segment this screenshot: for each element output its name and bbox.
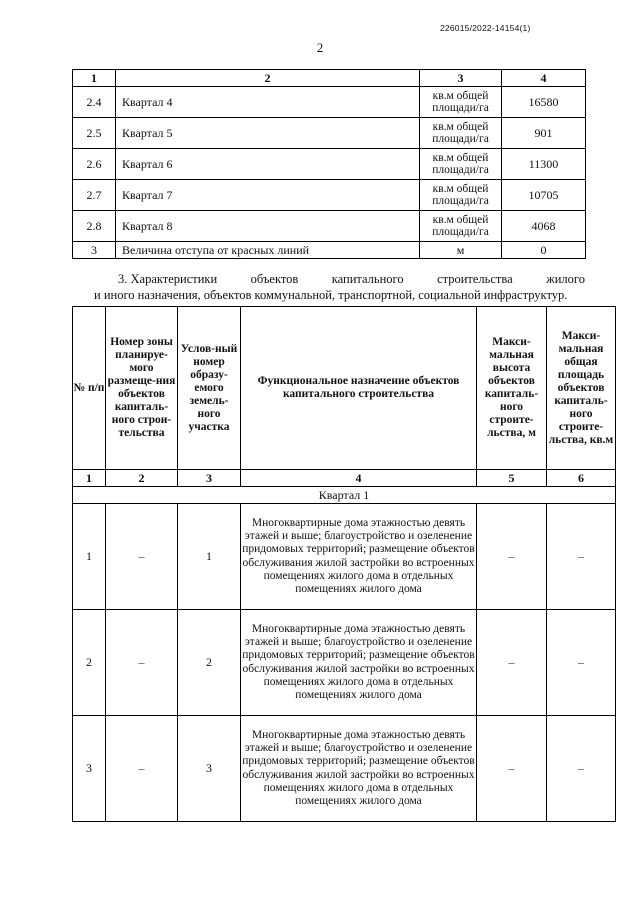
- col-number: 2: [106, 470, 178, 487]
- table-header-row: [73, 307, 616, 470]
- quarter-label: Квартал 1: [73, 487, 616, 504]
- document-id: 226015/2022-14154(1): [440, 23, 531, 33]
- page-number: 2: [316, 40, 324, 55]
- row-name: Квартал 8: [116, 211, 420, 242]
- header-plot: Услов-ный номер образу-емого земель-ного участка: [178, 307, 241, 470]
- table-row: [73, 211, 586, 242]
- row-value: 10705: [502, 180, 586, 211]
- header-zone: Номер зоны планируе-мого размеще-ния объектов капиталь-ного строи-тельства: [106, 307, 178, 470]
- table-row: [73, 149, 586, 180]
- col-number: 3: [178, 470, 241, 487]
- header-area: Макси-мальная общая площадь объектов капиталь-ного строите-льства, кв.м: [547, 307, 616, 470]
- row-height: –: [477, 504, 547, 610]
- row-name: Квартал 6: [116, 149, 420, 180]
- row-area: –: [547, 610, 616, 716]
- table-header-row: [73, 70, 586, 87]
- table-row: [73, 242, 586, 259]
- row-unit: кв.м общей площади/га: [420, 211, 502, 242]
- row-function: Многоквартирные дома этажностью девять этажей и выше; благоустройство и озеленение придомовых территорий; размещение объектов обслуживания жилой застройки во встроенных помещениях жилого дома в отдельных помещениях жилого дома: [241, 504, 477, 610]
- col-number: 4: [241, 470, 477, 487]
- table-row: [73, 87, 586, 118]
- col-number: 1: [73, 470, 106, 487]
- quarter-row: [73, 487, 616, 504]
- row-number: 1: [73, 504, 106, 610]
- row-height: –: [477, 716, 547, 822]
- row-plot: 1: [178, 504, 241, 610]
- row-value: 16580: [502, 87, 586, 118]
- row-height: –: [477, 610, 547, 716]
- row-plot: 3: [178, 716, 241, 822]
- row-number: 3: [73, 242, 116, 259]
- row-number: 3: [73, 716, 106, 822]
- table-row: [73, 610, 616, 716]
- table-row: [73, 716, 616, 822]
- row-zone: –: [106, 610, 178, 716]
- row-name: Квартал 5: [116, 118, 420, 149]
- row-value: 11300: [502, 149, 586, 180]
- table-objects: [72, 306, 616, 822]
- table-row: [73, 118, 586, 149]
- row-name: Квартал 7: [116, 180, 420, 211]
- row-number: 2.5: [73, 118, 116, 149]
- section-3-heading: 3. Характеристики объектов капитального строительства жилого и иного назначения, объектов коммунальной, транспортной, социальной инфраструктур.: [94, 272, 585, 302]
- table-density: [72, 69, 586, 259]
- row-unit: кв.м общей площади/га: [420, 87, 502, 118]
- col-number: 4: [502, 70, 586, 87]
- row-number: 2: [73, 610, 106, 716]
- col-number: 6: [547, 470, 616, 487]
- header-function: Функциональное назначение объектов капитального строительства: [241, 307, 477, 470]
- table-row: [73, 504, 616, 610]
- header-no: № п/п: [73, 307, 106, 470]
- col-number: 2: [116, 70, 420, 87]
- row-name: Квартал 4: [116, 87, 420, 118]
- column-numbers-row: [73, 470, 616, 487]
- col-number: 3: [420, 70, 502, 87]
- table-row: [73, 180, 586, 211]
- row-plot: 2: [178, 610, 241, 716]
- row-number: 2.8: [73, 211, 116, 242]
- row-value: 0: [502, 242, 586, 259]
- row-function: Многоквартирные дома этажностью девять этажей и выше; благоустройство и озеленение придомовых территорий; размещение объектов обслуживания жилой застройки во встроенных помещениях жилого дома в отдельных помещениях жилого дома: [241, 716, 477, 822]
- col-number: 1: [73, 70, 116, 87]
- col-number: 5: [477, 470, 547, 487]
- row-unit: кв.м общей площади/га: [420, 180, 502, 211]
- row-function: Многоквартирные дома этажностью девять этажей и выше; благоустройство и озеленение придомовых территорий; размещение объектов обслуживания жилой застройки во встроенных помещениях жилого дома в отдельных помещениях жилого дома: [241, 610, 477, 716]
- row-name: Величина отступа от красных линий: [116, 242, 420, 259]
- row-unit: м: [420, 242, 502, 259]
- row-number: 2.4: [73, 87, 116, 118]
- row-value: 901: [502, 118, 586, 149]
- row-area: –: [547, 716, 616, 822]
- row-unit: кв.м общей площади/га: [420, 149, 502, 180]
- row-zone: –: [106, 504, 178, 610]
- row-value: 4068: [502, 211, 586, 242]
- row-number: 2.6: [73, 149, 116, 180]
- row-area: –: [547, 504, 616, 610]
- row-number: 2.7: [73, 180, 116, 211]
- row-unit: кв.м общей площади/га: [420, 118, 502, 149]
- row-zone: –: [106, 716, 178, 822]
- header-height: Макси-мальная высота объектов капиталь-ного строите-льства, м: [477, 307, 547, 470]
